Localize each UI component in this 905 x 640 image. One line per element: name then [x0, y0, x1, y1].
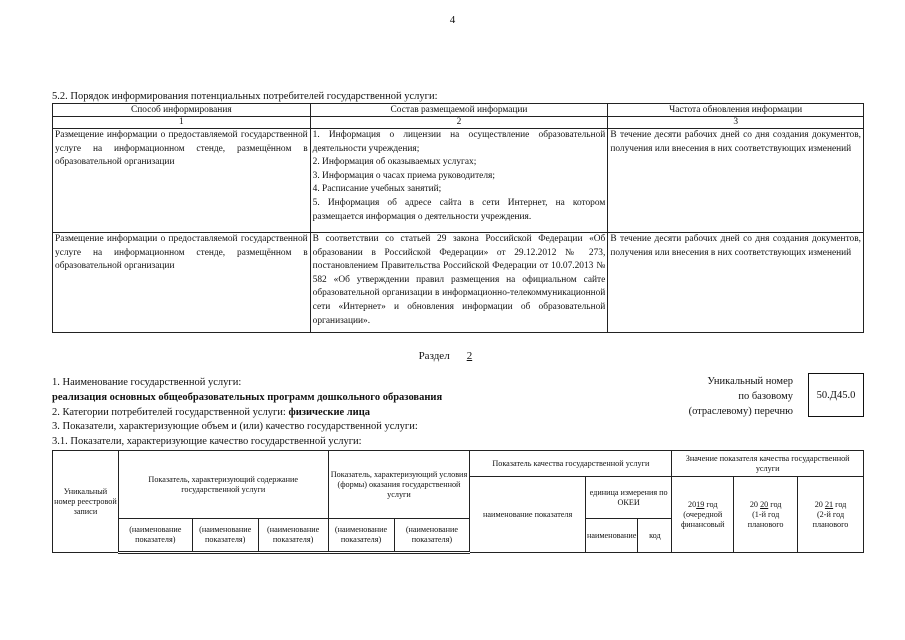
section-number: 2	[466, 350, 473, 362]
conditions-sub-1: (наименование показателя)	[328, 519, 394, 553]
content-sub-1: (наименование показателя)	[118, 519, 192, 553]
year-3-label: 20 21 год	[814, 499, 847, 509]
page-number: 4	[449, 14, 456, 26]
col-number: 2	[310, 117, 608, 129]
content-indicator-header: Показатель, характеризующий содержание государственной услуги	[118, 451, 328, 519]
header-content: Состав размещаемой информации	[310, 104, 608, 117]
quality-values-header: Значение показателя качества государственной услуги	[672, 451, 864, 477]
consumer-category-label: 2. Категории потребителей государственной услуги:	[52, 407, 286, 418]
section-heading	[0, 350, 905, 362]
row-content: В соответствии со статьей 29 закона Российской Федерации «Об образовании в Российской Федерации» от 29.12.2012 № 273, постановлением Правительства Российской Федерации от 10.07.2013 № 582 «Об утверждении правил размещения на официальном сайте образовательной организации в информационно-телекоммуникационной сети «Интернет» и обновления информации об образовательной организации».	[310, 233, 608, 333]
year-1-header	[672, 477, 734, 553]
consumer-category-value: физические лица	[288, 407, 371, 418]
unique-number-label	[593, 374, 793, 419]
table-row	[53, 129, 864, 233]
year-2-label: 20 20 год	[749, 499, 782, 509]
consumer-category	[52, 407, 370, 418]
indicators-title: 3. Показатели, характеризующие объем и (или) качество государственной услуги:	[52, 421, 418, 432]
unit-code-header: код	[638, 519, 672, 553]
conditions-sub-2: (наименование показателя)	[394, 519, 470, 553]
year-3-note: (2-й год планового	[812, 509, 849, 529]
table-row	[53, 233, 864, 333]
service-name-label: 1. Наименование государственной услуги:	[52, 377, 242, 388]
year-1-note: (очередной финансовый	[681, 509, 725, 529]
section-label: Раздел	[418, 350, 450, 362]
unique-number-line: Уникальный номер	[707, 376, 793, 387]
row-frequency: В течение десяти рабочих дней со дня создания документов, получения или внесения в них соответствующих изменений	[608, 129, 864, 233]
row-method: Размещение информации о предоставляемой государственной услуге на информационном стенде, размещённом в образовательной организации	[53, 129, 311, 233]
header-frequency: Частота обновления информации	[608, 104, 864, 117]
year-2-note: (1-й год планового	[747, 509, 784, 529]
quality-indicators-title: 3.1. Показатели, характеризующие качество государственной услуги:	[52, 436, 362, 447]
conditions-indicator-header: Показатель, характеризующий условия (формы) оказания государственной услуги	[328, 451, 470, 519]
section-5-2-title: 5.2. Порядок информирования потенциальных потребителей государственной услуги:	[52, 91, 438, 102]
unit-name-header: наименование	[585, 519, 637, 553]
unique-number-code: 50.Д45.0	[808, 373, 864, 417]
col-number: 3	[608, 117, 864, 129]
unit-okei-header: единица измерения по ОКЕИ	[585, 477, 671, 519]
year-1-label: 2019 год	[687, 499, 718, 509]
col-number: 1	[53, 117, 311, 129]
year-2-header	[734, 477, 798, 553]
service-name: реализация основных общеобразовательных программ дошкольного образования	[52, 392, 443, 403]
content-item: 1. Информация о лицензии на осуществление образовательной деятельности учреждения;	[312, 130, 606, 154]
row-content	[310, 129, 608, 233]
content-sub-3: (наименование показателя)	[258, 519, 328, 553]
unique-number-line: (отраслевому) перечню	[688, 406, 793, 417]
content-item: 2. Информация об оказываемых услугах;	[312, 157, 477, 168]
content-item: 3. Информация о часах приема руководителя;	[312, 170, 495, 181]
year-3-header	[798, 477, 864, 553]
unique-number-line: по базовому	[738, 391, 793, 402]
content-item: 4. Расписание учебных занятий;	[312, 184, 442, 195]
quality-indicators-table	[52, 450, 864, 554]
row-method: Размещение информации о предоставляемой государственной услуге на информационном стенде, размещённом в образовательной организации	[53, 233, 311, 333]
unique-record-number-header: Уникальный номер реестровой записи	[53, 451, 119, 553]
content-item: 5. Информация об адресе сайта в сети Интернет, на котором размещается информация о деятельности учреждения.	[312, 197, 606, 222]
content-sub-2: (наименование показателя)	[192, 519, 258, 553]
indicator-name-header: наименование показателя	[470, 477, 586, 553]
information-table	[52, 103, 864, 333]
row-frequency: В течение десяти рабочих дней со дня создания документов, получения или внесения в них соответствующих изменений	[608, 233, 864, 333]
header-method: Способ информирования	[53, 104, 311, 117]
quality-indicator-header: Показатель качества государственной услуги	[470, 451, 672, 477]
